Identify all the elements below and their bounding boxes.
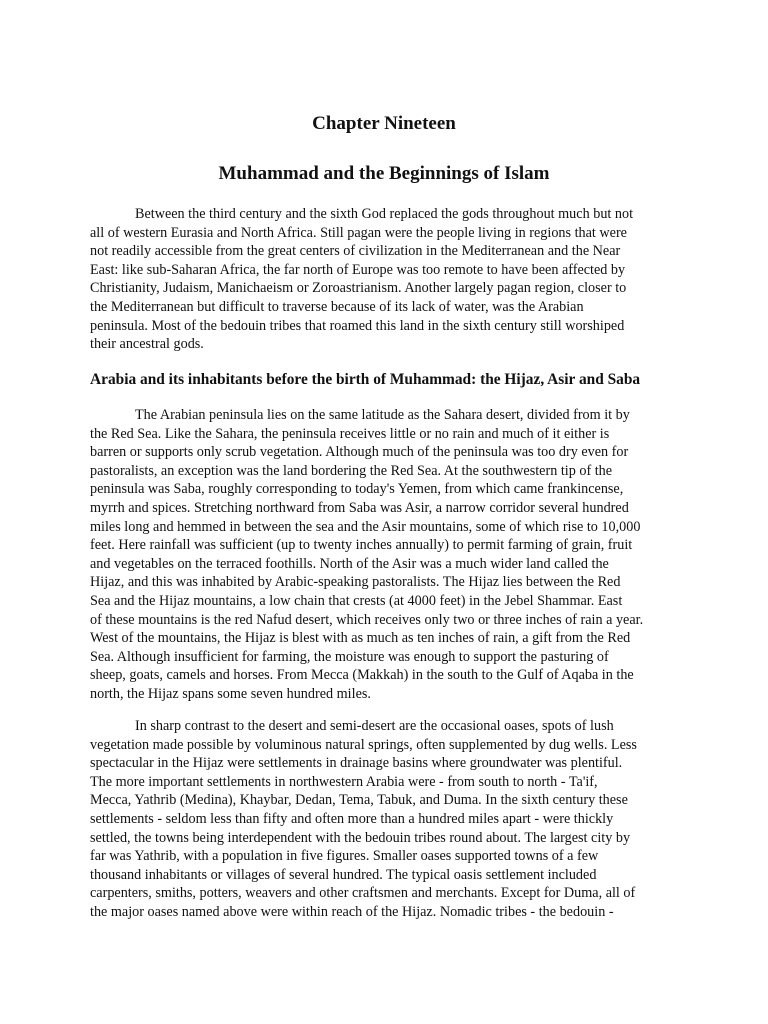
text-line: settled, the towns being interdependent with the bedouin tribes round about. The largest city by <box>90 829 631 846</box>
text-line: East: like sub-Saharan Africa, the far north of Europe was too remote to have been affected by <box>90 261 626 278</box>
text-line: The Arabian peninsula lies on the same latitude as the Sahara desert, divided from it by <box>135 407 630 423</box>
text-line: Sea and the Hijaz mountains, a low chain that crests (at 4000 feet) in the Jebel Shammar. East <box>90 592 623 609</box>
text-line: peninsula. Most of the bedouin tribes that roamed this land in the sixth century still worshiped <box>90 317 625 334</box>
text-line: feet. Here rainfall was sufficient (up to twenty inches annually) to permit farming of grain, fruit <box>90 537 633 554</box>
text-line: thousand inhabitants or villages of several hundred. The typical oasis settlement included <box>90 866 597 883</box>
paragraph-oases <box>90 717 680 922</box>
text-line: Hijaz, and this was inhabited by Arabic-speaking pastoralists. The Hijaz lies between the Red <box>90 574 621 591</box>
text-line: spectacular in the Hijaz were settlements in drainage basins where groundwater was plentiful. <box>90 755 623 772</box>
paragraph-geography <box>90 406 680 704</box>
chapter-subtitle: Muhammad and the Beginnings of Islam <box>218 163 550 184</box>
text-line: Christianity, Judaism, Manichaeism or Zoroastrianism. Another largely pagan region, closer to <box>90 280 627 297</box>
text-line: far was Yathrib, with a population in five figures. Smaller oases supported towns of a few <box>90 848 599 865</box>
text-line: Sea. Although insufficient for farming, the moisture was enough to support the pasturing of <box>90 648 609 665</box>
text-line: the Mediterranean but difficult to traverse because of its lack of water, was the Arabian <box>90 298 584 315</box>
text-line: all of western Eurasia and North Africa. Still pagan were the people living in regions that were <box>90 224 627 241</box>
text-line: their ancestral gods. <box>90 336 204 353</box>
text-line: sheep, goats, camels and horses. From Mecca (Makkah) in the south to the Gulf of Aqaba in the <box>90 667 634 684</box>
text-line: myrrh and spices. Stretching northward from Saba was Asir, a narrow corridor several hundred <box>90 499 629 516</box>
text-line: not readily accessible from the great centers of civilization in the Mediterranean and the Near <box>90 243 621 260</box>
text-line: north, the Hijaz spans some seven hundred miles. <box>90 685 371 702</box>
text-line: pastoralists, an exception was the land bordering the Red Sea. At the southwestern tip of the <box>90 462 613 479</box>
text-line: miles long and hemmed in between the sea and the Asir mountains, some of which rise to 10,000 <box>90 518 641 535</box>
text-line: carpenters, smiths, potters, weavers and other craftsmen and merchants. Except for Duma, all of <box>90 885 636 902</box>
section-heading: Arabia and its inhabitants before the birth of Muhammad: the Hijaz, Asir and Saba <box>90 371 641 388</box>
text-line: and vegetables on the terraced foothills. North of the Asir was a much wider land called the <box>90 555 609 572</box>
text-line: The more important settlements in northwestern Arabia were - from south to north - Ta'if, <box>90 773 598 790</box>
text-line: In sharp contrast to the desert and semi-desert are the occasional oases, spots of lush <box>135 718 614 734</box>
chapter-title: Chapter Nineteen <box>312 113 456 134</box>
text-line: West of the mountains, the Hijaz is blest with as much as ten inches of rain, a gift from the Red <box>90 630 631 647</box>
text-line: Mecca, Yathrib (Medina), Khaybar, Dedan, Tema, Tabuk, and Duma. In the sixth century these <box>90 792 628 809</box>
text-line: peninsula was Saba, roughly corresponding to today's Yemen, from which came frankincense, <box>90 481 624 498</box>
text-line: barren or supports only scrub vegetation. Although much of the peninsula was too dry even for <box>90 444 629 461</box>
text-line: settlements - seldom less than fifty and often more than a hundred miles apart - were thickly <box>90 810 614 827</box>
text-line: vegetation made possible by voluminous natural springs, often supplemented by dug wells. Less <box>90 736 637 753</box>
text-line: Between the third century and the sixth God replaced the gods throughout much but not <box>135 206 634 222</box>
paragraph-intro <box>90 205 680 354</box>
text-line: the major oases named above were within reach of the Hijaz. Nomadic tribes - the bedouin - <box>90 903 614 920</box>
text-line: of these mountains is the red Nafud desert, which receives only two or three inches of rain a year. <box>90 611 644 628</box>
text-line: the Red Sea. Like the Sahara, the peninsula receives little or no rain and much of it either is <box>90 425 610 442</box>
